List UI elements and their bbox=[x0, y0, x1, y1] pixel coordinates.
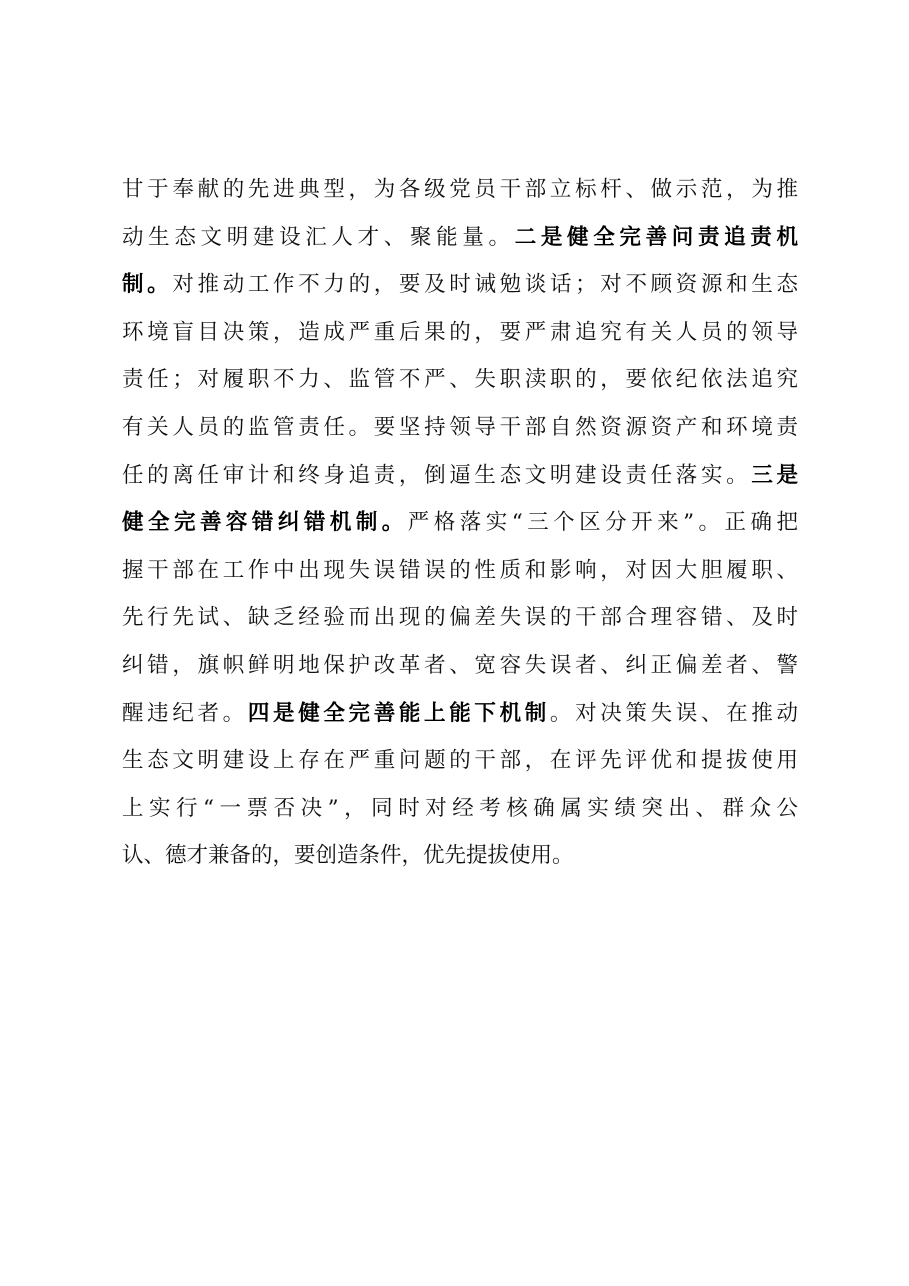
text-line bbox=[122, 594, 798, 642]
body-paragraph bbox=[122, 166, 798, 880]
body-text: 严格落实“三个区分开来”。正确把 bbox=[407, 510, 798, 536]
bold-heading-text: 四是健全完善能上能下机制 bbox=[247, 700, 550, 726]
text-line bbox=[122, 547, 798, 595]
body-text: 纠错，旗帜鲜明地保护改革者、宽容失误者、纠正偏差者、警 bbox=[122, 652, 798, 678]
body-text: 对推动工作不力的，要及时诫勉谈话；对不顾资源和生态 bbox=[172, 272, 798, 298]
body-text: 动生态文明建设汇人才、聚能量。 bbox=[122, 224, 515, 250]
text-line bbox=[122, 166, 798, 214]
text-line bbox=[122, 642, 798, 690]
body-text: 任的离任审计和终身追责，倒逼生态文明建设责任落实。 bbox=[122, 462, 752, 488]
text-line bbox=[122, 214, 798, 262]
body-text: 醒违纪者。 bbox=[122, 700, 248, 726]
body-text: 先行先试、缺乏经验而出现的偏差失误的干部合理容错、及时 bbox=[122, 605, 798, 631]
text-line bbox=[122, 452, 798, 500]
text-line bbox=[122, 499, 798, 547]
body-text: 责任；对履职不力、监管不严、失职渎职的，要依纪依法追究 bbox=[122, 367, 798, 393]
text-line bbox=[122, 261, 798, 309]
body-text: 甘于奉献的先进典型，为各级党员干部立标杆、做示范，为推 bbox=[122, 177, 798, 202]
body-text: 握干部在工作中出现失误错误的性质和影响，对因大胆履职、 bbox=[122, 557, 798, 583]
body-text: 有关人员的监管责任。要坚持领导干部自然资源资产和环境责 bbox=[122, 414, 798, 440]
text-line bbox=[122, 404, 798, 452]
body-text: 认、德才兼备的，要创造条件，优先提拔使用。 bbox=[122, 843, 574, 869]
text-line bbox=[122, 356, 798, 404]
body-text: 生态文明建设上存在严重问题的干部，在评先评优和提拔使用 bbox=[122, 748, 798, 774]
body-text: 。对决策失误、在推动 bbox=[549, 700, 798, 726]
text-line bbox=[122, 309, 798, 357]
bold-heading-text: 二是健全完善问责追责机 bbox=[514, 224, 798, 250]
text-line bbox=[122, 785, 798, 833]
bold-heading-text: 三是 bbox=[751, 462, 798, 488]
text-line bbox=[122, 690, 798, 738]
text-line bbox=[122, 832, 798, 880]
bold-heading-text: 健全完善容错纠错机制。 bbox=[122, 510, 408, 536]
text-line bbox=[122, 737, 798, 785]
body-text: 上实行“一票否决”，同时对经考核确属实绩突出、群众公 bbox=[122, 795, 798, 821]
body-text: 环境盲目决策，造成严重后果的，要严肃追究有关人员的领导 bbox=[122, 319, 798, 345]
bold-heading-text: 制。 bbox=[122, 272, 173, 298]
